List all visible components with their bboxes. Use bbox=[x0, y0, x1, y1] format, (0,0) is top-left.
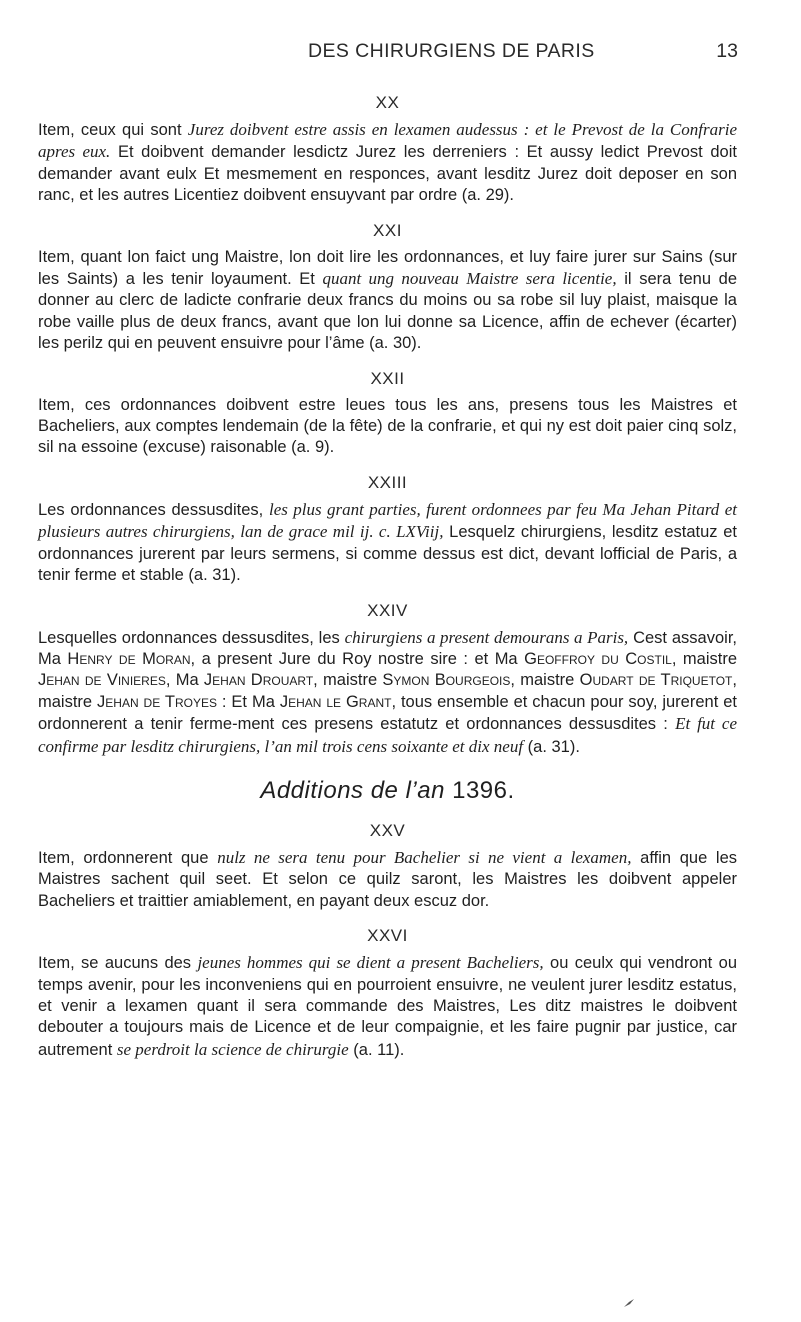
ink-speck-mark bbox=[623, 1298, 635, 1308]
text-run: Item, ceux qui sont bbox=[38, 121, 188, 139]
person-name: Jehan de Vinieres bbox=[38, 671, 166, 690]
text-run: , maistre bbox=[510, 671, 580, 690]
person-name: Jehan le Grant bbox=[279, 692, 392, 711]
text-run: , tous ensemble et chacun pour soy, jurerent et ordonnerent a tenir ferme-ment ces presens estatutz et ordonnances dessusdites : bbox=[38, 692, 737, 734]
article-xxiii bbox=[38, 472, 737, 587]
person-name: Henry de Moran bbox=[67, 649, 191, 668]
person-name: Geoffroy du Costil bbox=[524, 649, 672, 668]
person-name: Jehan Drouart bbox=[203, 671, 314, 690]
italic-run: nulz ne sera tenu pour Bachelier si ne vient a lexamen, bbox=[217, 847, 632, 867]
italic-run: jeunes hommes qui se dient a present Bacheliers, bbox=[197, 953, 544, 973]
italic-run: les plus grant parties, furent ordonnees par feu Ma Jehan Pitard et plusieurs autres chirurgiens, lan de grace mil ij. c. LXViij, bbox=[38, 499, 737, 542]
italic-run: se perdroit la science de chirurgie bbox=[116, 1039, 349, 1059]
page-number: 13 bbox=[716, 40, 738, 62]
article-text bbox=[38, 395, 737, 459]
text-run: Item, ordonnerent que bbox=[38, 848, 218, 867]
text-run: Les ordonnances dessusdites, bbox=[38, 500, 269, 519]
text-run: (a. 31). bbox=[523, 737, 580, 756]
article-number: XXII bbox=[370, 368, 405, 388]
italic-run: Et fut ce confirme par lesditz chirurgiens, l’an mil trois cens soixante et dix neuf bbox=[38, 714, 737, 756]
text-run: Lesquelz chirurgiens, lesditz estatuz et ordonnances jurerent par leurs sermens, si comme dessus est dict, devant lofficial de Paris, a tenir ferme et stable (a. 31). bbox=[38, 523, 737, 585]
article-number: XXI bbox=[373, 220, 402, 240]
article-text bbox=[38, 247, 737, 355]
text-run: Cest assavoir, Ma bbox=[38, 628, 737, 668]
article-number: XXVI bbox=[367, 926, 408, 946]
text-run: (a. 11). bbox=[348, 1040, 405, 1059]
italic-run: chirurgiens a present demourans a Paris, bbox=[344, 627, 629, 647]
running-header bbox=[38, 40, 738, 68]
article-xxi bbox=[38, 220, 737, 355]
text-run: , maistre bbox=[313, 671, 383, 690]
person-name: Jehan de Troyes bbox=[97, 692, 217, 711]
article-number: XX bbox=[375, 93, 400, 112]
text-run: Item, quant lon faict ung Maistre, lon doit lire les ordonnances, et luy faire jurer sur Sains (sur les Saints) a les tenir loyaument. Et bbox=[38, 247, 737, 289]
article-number: XXV bbox=[369, 820, 406, 840]
article-number: XXIII bbox=[367, 472, 408, 492]
text-run: , maistre bbox=[38, 671, 737, 711]
article-xxii bbox=[38, 368, 737, 459]
section-heading-words: Additions de l’an bbox=[260, 776, 445, 804]
article-text bbox=[38, 499, 737, 587]
text-run: Item, se aucuns des bbox=[38, 954, 198, 973]
text-run: Et doibvent demander lesdictz Jurez les derreniers : Et aussy ledict Prevost doit demander avant eulx Et mesmement en responces, avant lesditz Jurez doit deposer en son ranc, et les autres Licentiez doibvent ensuyvant par ordre (a. 29). bbox=[38, 143, 737, 205]
person-name: Oudart de Triquetot bbox=[579, 671, 733, 690]
article-text bbox=[38, 952, 737, 1061]
text-run: Lesquelles ordonnances dessusdites, les bbox=[38, 628, 345, 647]
text-run: : Et Ma bbox=[216, 692, 280, 711]
text-run: Item, ces ordonnances doibvent estre leues tous les ans, presens tous les Maistres et Bacheliers, aux comptes lendemain (de la fête) de la confrarie, et qui ny est doit paier cinq solz, sil na essoine (excuse) raisonable (a. 9). bbox=[38, 395, 737, 457]
section-heading-year: 1396. bbox=[452, 776, 515, 804]
article-text bbox=[38, 847, 737, 912]
text-run: , maistre bbox=[671, 649, 738, 668]
text-run: affin que les Maistres sachent quil seet. Et selon ce quilz saront, les Maistres les doibvent appeler Bacheliers et traittier amiablement, en payant deux escuz dor. bbox=[38, 848, 737, 910]
text-run: il sera tenu de donner au clerc de ladicte confrarie deux francs du moins ou sa robe sil luy plaist, maisque la robe vaille plus de deux francs, avant que lon lui donne sa Licence, affin de echever (écarter) les perilz qui en peuvent ensuivre pour l’âme (a. 30). bbox=[38, 270, 738, 353]
article-text bbox=[38, 119, 737, 207]
running-title: DES CHIRURGIENS DE PARIS bbox=[308, 40, 595, 62]
text-run: , Ma bbox=[165, 671, 204, 690]
person-name: Symon Bourgeois bbox=[382, 671, 511, 690]
article-xxiv bbox=[38, 600, 737, 758]
article-xxv bbox=[38, 820, 737, 912]
article-text bbox=[38, 627, 737, 758]
italic-run: Jurez doibvent estre assis en lexamen audessus : et le Prevost de la Confrarie apres eux. bbox=[38, 120, 737, 162]
italic-run: quant ung nouveau Maistre sera licentie, bbox=[322, 269, 617, 289]
text-run: , a present Jure du Roy nostre sire : et Ma bbox=[190, 649, 525, 668]
section-heading bbox=[38, 776, 737, 806]
page-body bbox=[38, 92, 737, 1074]
text-run: ou ceulx qui vendront ou temps avenir, pour les inconveniens qui en pourroient ensuivre, ne veulent jurer lesditz estatus, et venir a lexamen quant il sera commande des Maistres, Les ditz maistres le doibvent debouter a toujours mais de Licence et de leur compaignie, et les faire pugnir par justice, car autrement bbox=[38, 954, 737, 1059]
article-number: XXIV bbox=[367, 600, 408, 620]
article-xx bbox=[38, 92, 737, 207]
article-xxvi bbox=[38, 925, 737, 1061]
